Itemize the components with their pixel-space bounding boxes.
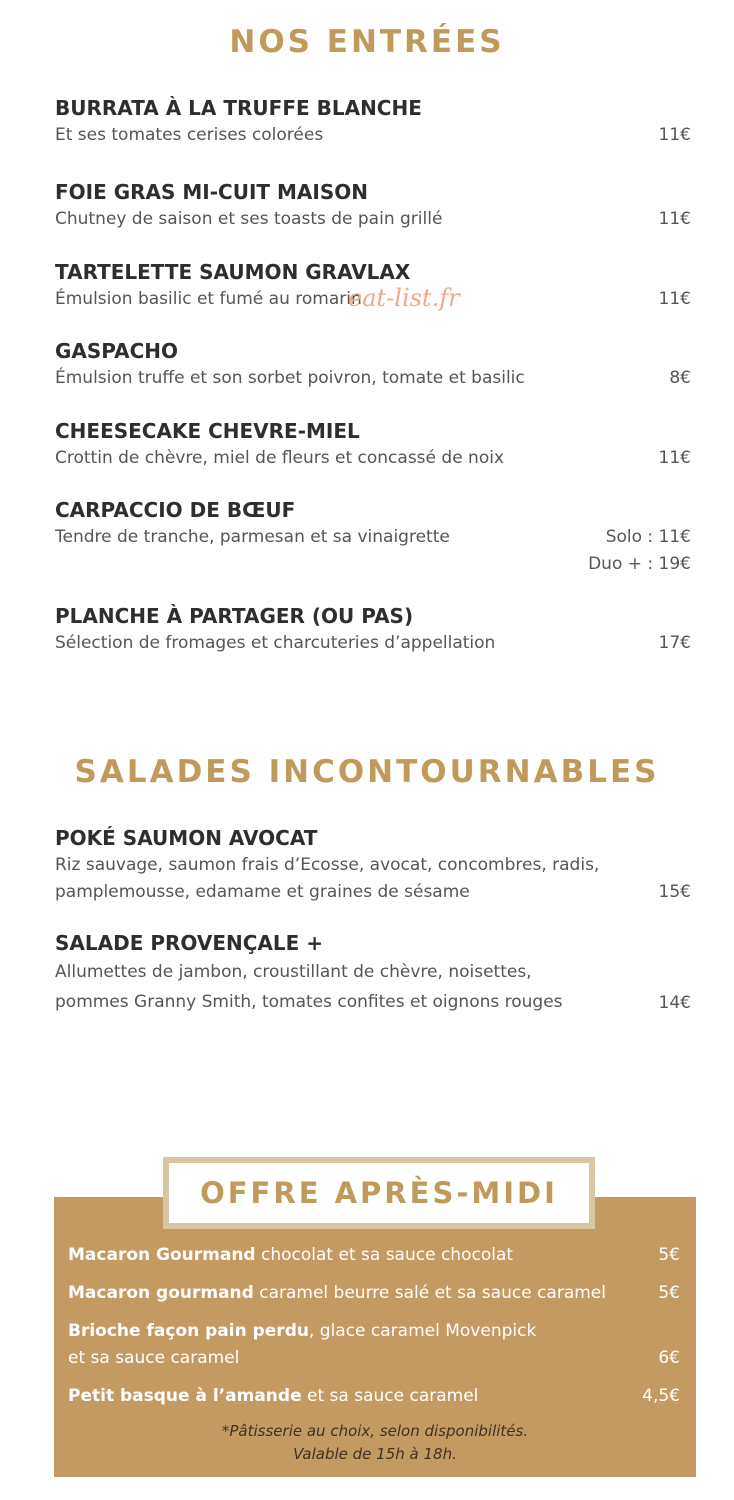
- dish-item: [55, 496, 691, 578]
- offer-item-desc: chocolat et sa sauce chocolat: [255, 1245, 514, 1265]
- offer-item: [68, 1280, 680, 1307]
- watermark-logo: eat-list.fr: [348, 284, 460, 312]
- dish-item: [55, 602, 691, 657]
- dish-price: 15€: [658, 882, 691, 902]
- dish-description: Chutney de saison et ses toasts de pain grillé: [55, 209, 443, 229]
- offer-item-name: Macaron gourmand: [68, 1283, 254, 1303]
- offer-note-line2: Valable de 15h à 18h.: [293, 1445, 457, 1463]
- dish-description-cont: pamplemousse, edamame et graines de sésame: [55, 882, 470, 902]
- dish-name: CARPACCIO DE BŒUF: [55, 498, 296, 522]
- dish-item: [55, 337, 691, 392]
- dish-description: Allumettes de jambon, croustillant de chèvre, noisettes,: [55, 962, 532, 982]
- dish-description: Crottin de chèvre, miel de fleurs et concassé de noix: [55, 448, 505, 468]
- dish-description: Tendre de tranche, parmesan et sa vinaigrette: [55, 527, 450, 547]
- offer-item-desc: et sa sauce caramel: [301, 1386, 479, 1406]
- dish-price: 11€: [658, 289, 691, 309]
- dish-name: BURRATA À LA TRUFFE BLANCHE: [55, 96, 422, 120]
- dish-description: Émulsion basilic et fumé au romarin: [55, 289, 362, 309]
- offer-list: [68, 1242, 680, 1421]
- dish-item: [55, 178, 691, 233]
- dish-item: [55, 94, 691, 149]
- offer-item: [68, 1318, 680, 1372]
- price-duo: Duo + : 19€: [588, 554, 691, 574]
- dish-name: PLANCHE À PARTAGER (OU PAS): [55, 604, 414, 628]
- dish-description: Émulsion truffe et son sorbet poivron, tomate et basilic: [55, 368, 525, 388]
- entrees-title: NOS ENTRÉES: [229, 24, 505, 60]
- dish-name: CHEESECAKE CHEVRE-MIEL: [55, 419, 360, 443]
- dish-name: TARTELETTE SAUMON GRAVLAX: [55, 260, 411, 284]
- salades-title: SALADES INCONTOURNABLES: [74, 754, 660, 790]
- dish-price: 11€: [658, 209, 691, 229]
- dish-price: 11€: [658, 448, 691, 468]
- dish-name: FOIE GRAS MI-CUIT MAISON: [55, 180, 368, 204]
- offer-item-price: 4,5€: [642, 1386, 680, 1406]
- offer-note-line1: *Pâtisserie au choix, selon disponibilités.: [221, 1422, 529, 1440]
- dish-price-options: [588, 524, 691, 578]
- dish-price: 8€: [669, 368, 691, 388]
- offer-item: [68, 1242, 680, 1269]
- dish-name: POKÉ SAUMON AVOCAT: [55, 826, 318, 850]
- offer-item-price: 5€: [658, 1245, 680, 1265]
- dish-description: Sélection de fromages et charcuteries d’appellation: [55, 633, 496, 653]
- price-solo: Solo : 11€: [605, 527, 691, 547]
- dish-name: GASPACHO: [55, 339, 179, 363]
- dish-description-cont: pommes Granny Smith, tomates confites et oignons rouges: [55, 992, 563, 1012]
- offer-title: OFFRE APRÈS-MIDI: [200, 1176, 558, 1210]
- dish-item: [55, 417, 691, 472]
- dish-item: [55, 929, 691, 1017]
- dish-price: 14€: [658, 993, 691, 1013]
- offer-item-name: Brioche façon pain perdu: [68, 1321, 309, 1341]
- dish-price: 17€: [658, 633, 691, 653]
- offer-item-name: Macaron Gourmand: [68, 1245, 256, 1265]
- dish-name: SALADE PROVENÇALE +: [55, 931, 324, 955]
- offer-note: [54, 1420, 696, 1466]
- dish-price: 11€: [658, 125, 691, 145]
- offer-item-desc: , glace caramel Movenpick: [308, 1321, 537, 1341]
- dish-item: [55, 824, 691, 906]
- offer-item-desc-cont: et sa sauce caramel: [68, 1348, 240, 1368]
- offer-item-name: Petit basque à l’amande: [68, 1386, 302, 1406]
- offer-item-price: 5€: [658, 1283, 680, 1303]
- dish-description: Et ses tomates cerises colorées: [55, 125, 324, 145]
- offer-item: [68, 1383, 680, 1410]
- dish-description: Riz sauvage, saumon frais d’Ecosse, avocat, concombres, radis,: [55, 855, 600, 875]
- offer-title-frame: [163, 1157, 595, 1229]
- offer-item-desc: caramel beurre salé et sa sauce caramel: [253, 1283, 606, 1303]
- offer-item-price: 6€: [658, 1348, 680, 1368]
